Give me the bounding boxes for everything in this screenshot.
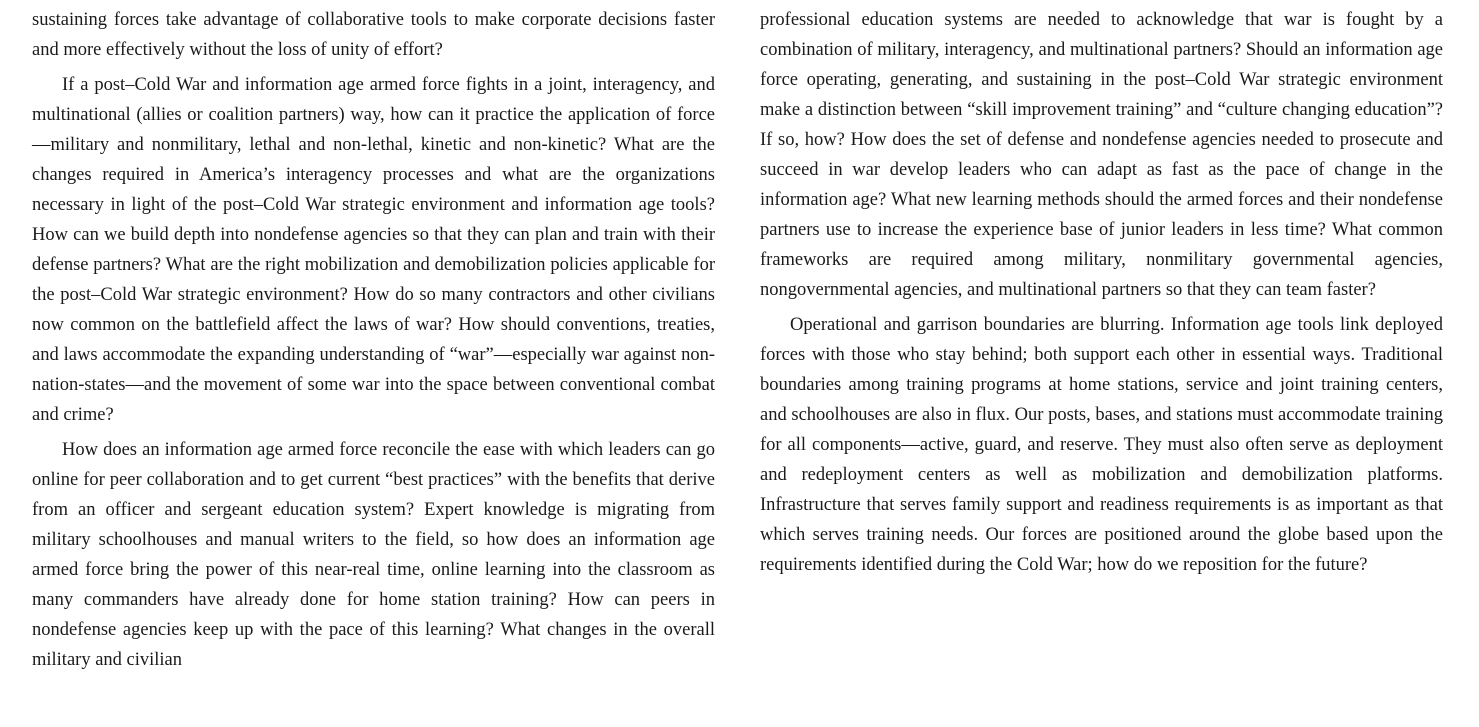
paragraph: sustaining forces take advantage of collaborative tools to make corporate decisions faster and more effectively without the loss of unity of effort? xyxy=(32,10,715,60)
right-column xyxy=(760,5,1443,580)
left-column xyxy=(32,5,715,675)
paragraph: If a post–Cold War and information age armed force fights in a joint, interagency, and multinational (allies or coalition partners) way, how can it practice the application of force—military and nonmilitary, lethal and non-lethal, kinetic and non-kinetic? What are the changes required in America’s interagency processes and what are the organizations necessary in light of the post–Cold War strategic environment and information age tools? How can we build depth into nondefense agencies so that they can plan and train with their defense partners? What are the right mobilization and demobilization policies applicable for the post–Cold War strategic environment? How do so many contractors and other civilians now common on the battlefield affect the laws of war? How should conventions, treaties, and laws accommodate the expanding understanding of “war”—especially war against non-nation-states—and the movement of some war into the space between conventional combat and crime? xyxy=(32,75,715,425)
paragraph: professional education systems are needed to acknowledge that war is fought by a combination of military, interagency, and multinational partners? Should an information age force operating, generating, and sustaining in the post–Cold War strategic environment make a distinction between “skill improvement training” and “culture changing education”? If so, how? How does the set of defense and nondefense agencies needed to prosecute and succeed in war develop leaders who can adapt as fast as the pace of change in the information age? What new learning methods should the armed forces and their nondefense partners use to increase the experience base of junior leaders in less time? What common frameworks are required among military, nonmilitary governmental agencies, nongovernmental agencies, and multinational partners so that they can team faster? xyxy=(760,10,1443,300)
paragraph: Operational and garrison boundaries are blurring. Information age tools link deployed forces with those who stay behind; both support each other in essential ways. Traditional boundaries among training programs at home stations, service and joint training centers, and schoolhouses are also in flux. Our posts, bases, and stations must accommodate training for all components—active, guard, and reserve. They must also often serve as deployment and redeployment centers as well as mobilization and demobilization platforms. Infrastructure that serves family support and readiness requirements is as important as that which serves training needs. Our forces are positioned around the globe based upon the requirements identified during the Cold War; how do we reposition for the future? xyxy=(760,315,1443,575)
paragraph: How does an information age armed force reconcile the ease with which leaders can go online for peer collaboration and to get current “best practices” with the benefits that derive from an officer and sergeant education system? Expert knowledge is migrating from military schoolhouses and manual writers to the field, so how does an information age armed force bring the power of this near-real time, online learning into the classroom as many commanders have already done for home station training? How can peers in nondefense agencies keep up with the pace of this learning? What changes in the overall military and civilian xyxy=(32,440,715,670)
